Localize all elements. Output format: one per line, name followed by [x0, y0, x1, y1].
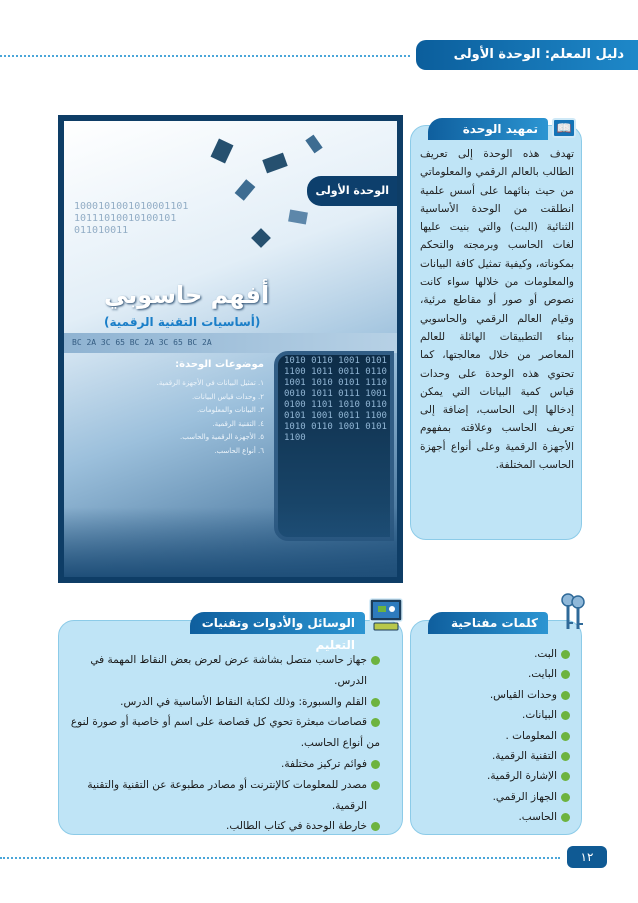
keyword-text: المعلومات . — [505, 729, 557, 742]
cover-shard — [288, 210, 308, 225]
bullet-icon — [371, 781, 380, 790]
keys-icon — [560, 592, 586, 632]
page-number: ١٢ — [567, 846, 607, 868]
keyword-item — [420, 685, 570, 705]
tool-item-continuation: من أنواع الحاسب. — [300, 737, 380, 750]
keyword-item — [420, 787, 570, 807]
keyword-item — [420, 644, 570, 664]
bullet-icon — [561, 670, 570, 679]
keyword-item — [420, 726, 570, 746]
cover-unit-label: الوحدة الأولى — [307, 176, 397, 206]
tool-item — [70, 775, 380, 817]
computer-tools-icon — [368, 597, 404, 633]
tool-text: جهاز حاسب متصل بشاشة عرض لعرض بعض النقاط المهمة في الدرس. — [90, 654, 367, 687]
keywords-heading: كلمات مفتاحية — [428, 612, 548, 634]
keyword-text: الإشارة الرقمية. — [487, 770, 557, 783]
keyword-text: البيانات. — [522, 709, 557, 722]
cover-topic: ١. تمثيل البيانات في الأجهزة الرقمية. — [156, 379, 264, 387]
cover-shard — [251, 228, 271, 248]
tool-text: فوائم تركيز مختلفة. — [281, 757, 367, 770]
bullet-icon — [561, 752, 570, 761]
tools-heading: الوسائل والأدوات وتقنيات التعليم — [190, 612, 365, 634]
tools-list — [70, 650, 380, 837]
cover-circuit-graphic — [64, 507, 403, 577]
cover-topics-title: موضوعات الوحدة: — [175, 359, 264, 370]
keyword-text: التقنية الرقمية. — [491, 750, 557, 763]
bullet-icon — [371, 656, 380, 665]
cover-screen-binary: 1010 0110 1001 0101 1100 1011 0011 0110 1001 1010 0101 1110 0010 1011 0111 1001 0100 1101 1010 0110 0101 1001 0011 1100 1010 0110 1001 0101 1100 — [284, 356, 387, 443]
tool-text: خارطة الوحدة في كتاب الطالب. — [226, 820, 367, 833]
tool-text: قصاصات مبعثرة تحوي كل قصاصة على اسم أو خاصية أو صورة لنوع — [70, 716, 367, 729]
cover-title: أفهم حاسوبي — [104, 281, 270, 309]
open-book-icon: 📖 — [552, 118, 576, 138]
keyword-item — [420, 746, 570, 766]
bullet-icon — [561, 772, 570, 781]
keywords-list — [420, 644, 570, 828]
cover-shard — [235, 179, 256, 201]
tool-text: مصدر للمعلومات كالإنترنت أو مصادر مطبوعة عن التقنية والتقنية الرقمية. — [87, 778, 367, 812]
keyword-item — [420, 705, 570, 725]
cover-topic: ٥. الأجهزة الرقمية والحاسب. — [180, 433, 264, 441]
page-header: دليل المعلم: الوحدة الأولى — [416, 40, 638, 70]
cover-topic: ٤. التقنية الرقمية. — [212, 419, 264, 428]
bullet-icon — [371, 822, 380, 831]
keyword-text: الجهاز الرقمي. — [492, 790, 557, 803]
header-dotted-line — [0, 55, 410, 57]
bullet-icon — [371, 760, 380, 769]
cover-binary-pattern: 1000101001010001101 10111010010100101 011010011 — [74, 201, 189, 236]
cover-topic: ٦. أنواع الحاسب. — [214, 446, 264, 455]
bullet-icon — [561, 650, 570, 659]
keyword-text: البايت. — [527, 668, 557, 681]
footer-dotted-line — [0, 857, 560, 859]
keyword-item — [420, 807, 570, 827]
cover-hex-band: BC 2A 3C 65 BC 2A 3C 65 BC 2A — [64, 333, 403, 353]
keyword-text: البت. — [534, 648, 557, 660]
bullet-icon — [561, 813, 570, 822]
bullet-icon — [561, 793, 570, 802]
intro-paragraph: تهدف هذه الوحدة إلى تعريف الطالب بالعالم الرقمي والمعلوماتي من حيث بنائهما على أسس علمية انطلقت من الوحدة الأساسية الثنائية (البت) والتي بنيت عليها لغات الحاسب وبرمجته والتحكم بمكوناته، وكيفية تمثيل كافة البيانات والمعلومات من خلالها سواء كانت نصوص أو صور أو مقاطع مرئية، وقيام العالم الرقمي والحاسوبي ببناء التطبيقات الهائلة للعالم المعاصر من خلال معالجتها، كما تحتوي هذه الوحدة على وحدات قياس كمية البيانات التي يمكن إدخالها إلى الحاسب، إضافة إلى تعريف الحاسب وعلاقته بمفهوم الأجهزة الرقمية وعلى أنواع أجهزة الحاسب المختلفة. — [420, 148, 574, 472]
tool-item — [70, 650, 380, 692]
cover-shard — [262, 153, 287, 174]
tool-item — [70, 816, 380, 837]
keyword-text: الحاسب. — [518, 811, 557, 824]
bullet-icon — [371, 718, 380, 727]
bullet-icon — [561, 711, 570, 720]
bullet-icon — [371, 698, 380, 707]
cover-topic: ٣. البيانات والمعلومات. — [196, 406, 264, 414]
cover-topics-list — [114, 377, 264, 458]
intro-heading: تمهيد الوحدة — [428, 118, 548, 140]
keyword-item — [420, 766, 570, 786]
book-cover — [58, 115, 403, 583]
tool-item — [70, 712, 380, 733]
bullet-icon — [561, 691, 570, 700]
tool-item — [70, 692, 380, 713]
cover-topic: ٢. وحدات قياس البيانات. — [191, 392, 264, 401]
bullet-icon — [561, 732, 570, 741]
tool-item — [70, 754, 380, 775]
tool-text: القلم والسبورة: وذلك لكتابة النقاط الأساسية في الدرس. — [120, 695, 367, 708]
cover-shard — [305, 135, 322, 154]
keyword-text: وحدات القياس. — [489, 688, 557, 701]
cover-shard — [211, 139, 234, 164]
cover-subtitle: (أساسيات التقنية الرقمية) — [104, 315, 261, 329]
keyword-item — [420, 664, 570, 684]
